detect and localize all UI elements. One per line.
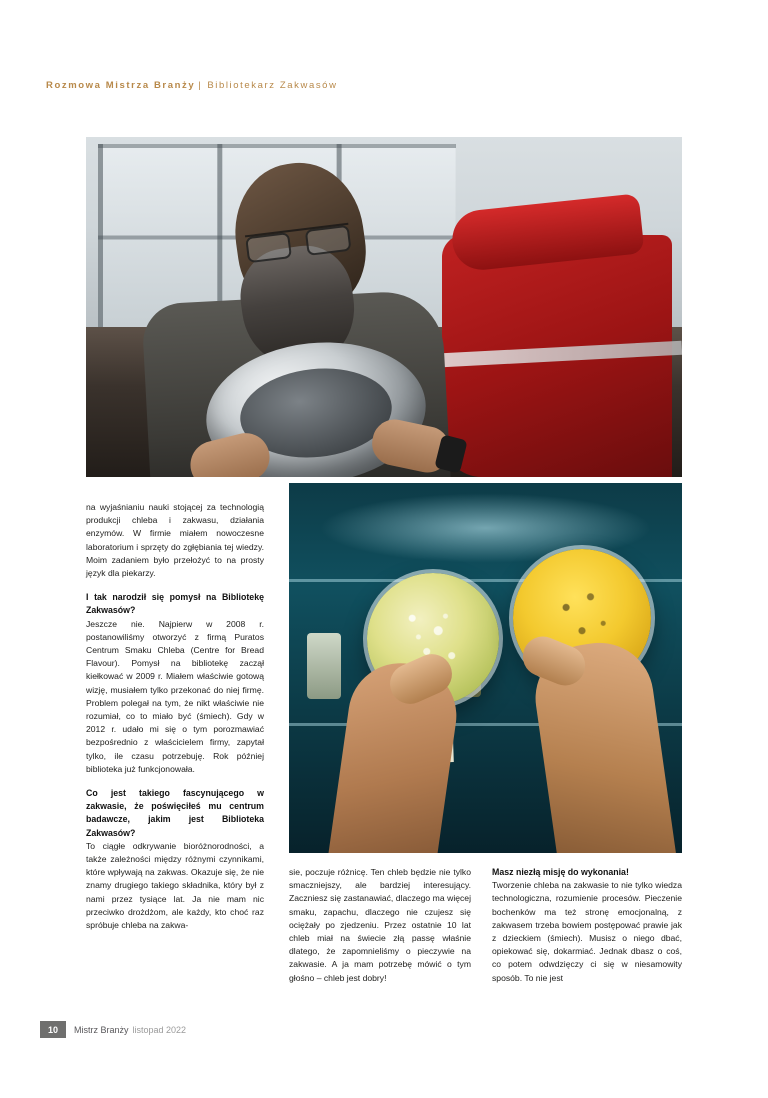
running-header-separator: | xyxy=(198,80,203,91)
text-column-1 xyxy=(86,501,264,932)
photo-petri-dishes xyxy=(289,483,682,853)
paragraph: To ciągłe odkrywanie bioróżnorodności, a także zależności między różnymi czynnikami, które wpływają na zakwas. Okazuje się, że nie znamy drugiego takiego składnika, który był z nami przez tysiące lat. Ja nie mam nic przeciwko drożdżom, ale każdy, kto choć raz spróbuje chleba na zakwa- xyxy=(86,840,264,931)
spacer xyxy=(86,776,264,787)
running-header xyxy=(46,80,338,91)
text-column-2 xyxy=(289,866,471,985)
paragraph: Jeszcze nie. Najpierw w 2008 r. postanowiliśmy otworzyć z firmą Puratos Centrum Smaku Chleba (Centre for Bread Flavour). Pomysł na bibliotekę zaczął kiełkować w 2009 r. Miałem właściwie gotową wizję, musiałem tylko przekonać do niej firmę. Problem polegał na tym, że nikt właściwie nie rozumiał, co to miało być (śmiech). Gdy w 2012 r. udało mi się o tym porozmawiać bezpośrednio z właścicielem firmy, zapytał tylko, ile czasu potrzebuję. Rok później biblioteka już funkcjonowała. xyxy=(86,618,264,774)
page-footer xyxy=(40,1021,186,1038)
running-header-title: Bibliotekarz Zakwasów xyxy=(207,80,338,91)
footer-issue: listopad 2022 xyxy=(132,1024,187,1035)
question-heading: Masz niezłą misję do wykonania! xyxy=(492,867,629,877)
paragraph: sie, poczuje różnicę. Ten chleb będzie nie tylko smaczniejszy, ale bardziej interesujący. Zaczniesz się zastanawiać, dlaczego ma więcej smaku, zapachu, dlaczego nie czujesz się ociężały po zjedzeniu. Przez ostatnie 10 lat chleb miał na świecie złą passę właśnie dlatego, że zapomnieliśmy o pieczywie na zakwasie. A ja mam potrzebę mówić o tym głośno – chleb jest dobry! xyxy=(289,867,471,983)
footer-text xyxy=(74,1025,186,1035)
sample-jar xyxy=(307,633,341,699)
photo-baker-with-bowl xyxy=(86,137,682,477)
paragraph: Tworzenie chleba na zakwasie to nie tylko wiedza technologiczna, rozumienie procesów. Pieczenie bochenków ma też stronę emocjonalną, z zakwasem trzeba bowiem postępować prawie jak z dzieckiem (śmiech). Musisz o niego dbać, opiekować się, dokarmiać. Jednak dbasz o coś, co potem odwdzięczy ci się w niesamowity sposób. To nie jest xyxy=(492,880,682,983)
page-number: 10 xyxy=(40,1021,66,1038)
running-header-section: Rozmowa Mistrza Branży xyxy=(46,80,196,91)
spacer xyxy=(86,580,264,591)
paragraph: na wyjaśnianiu nauki stojącej za technologią produkcji chleba i zakwasu, działania enzymów. W firmie miałem nowoczesne laboratorium i sprzęty do zgłębiania tej wiedzy. Moim zadaniem było przełożyć to na prosty język dla piekarzy. xyxy=(86,502,264,579)
footer-brand: Mistrz Branży xyxy=(74,1024,129,1035)
question-heading: I tak narodził się pomysł na Bibliotekę Zakwasów? xyxy=(86,592,264,616)
question-heading: Co jest takiego fascynującego w zakwasie, że poświęciłeś mu centrum badawcze, jakim jest Biblioteka Zakwasów? xyxy=(86,788,264,838)
text-column-3 xyxy=(492,866,682,985)
